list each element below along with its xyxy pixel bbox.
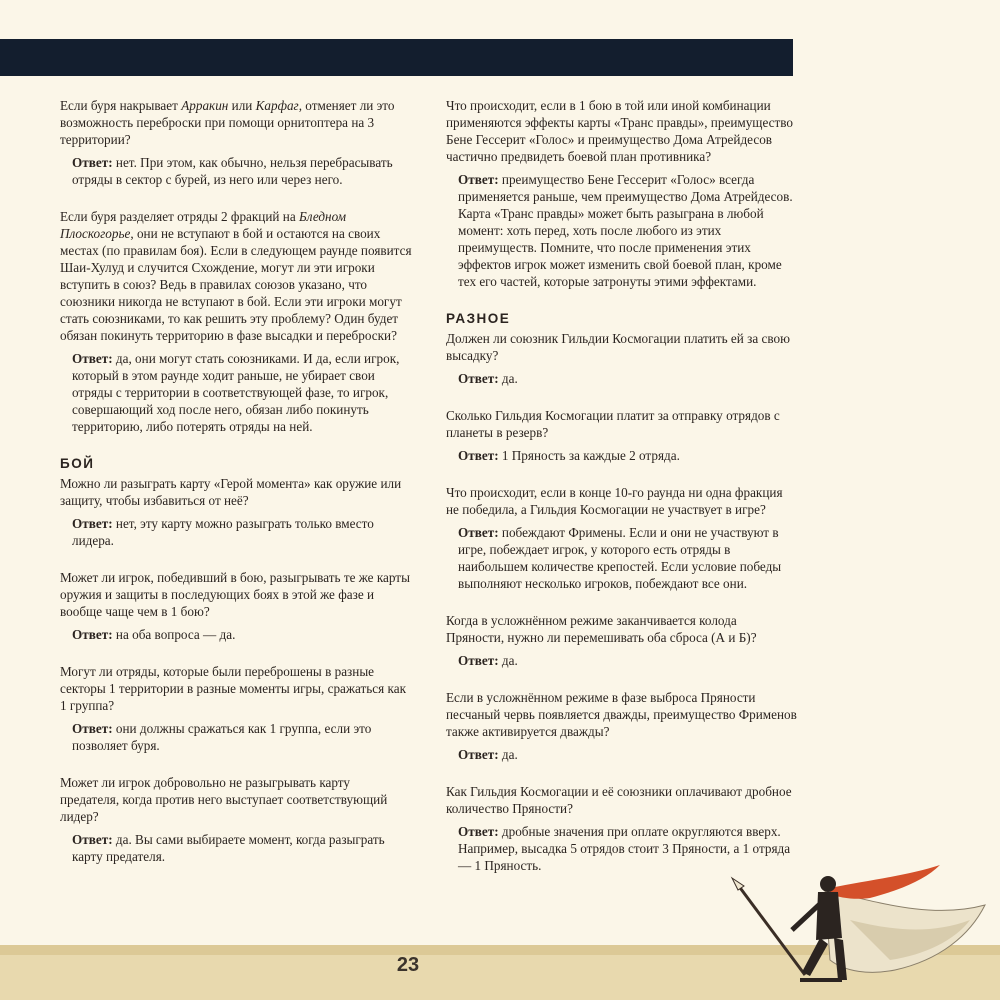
question: Может ли игрок добровольно не разыгрывать карту предателя, когда против него выступает соответствующий лидер? xyxy=(60,775,388,824)
question: Что происходит, если в 1 бою в той или иной комбинации применяются эффекты карты «Транс правды», преимущество Бене Гессерит «Голос» и преимущество Дома Атрейдесов частично предвидеть боевой план противника? xyxy=(446,98,793,164)
answer: Ответ: да. xyxy=(458,747,518,762)
faq-block xyxy=(446,484,798,592)
answer: Ответ: 1 Пряность за каждые 2 отряда. xyxy=(458,448,680,463)
answer: Ответ: да. Вы сами выбираете момент, когда разыграть карту предателя. xyxy=(72,832,385,864)
head xyxy=(820,876,836,892)
answer: Ответ: на оба вопроса — да. xyxy=(72,627,236,642)
question: Могут ли отряды, которые были переброшены в разные секторы 1 территории в разные моменты игры, сражаться как 1 группа? xyxy=(60,664,406,713)
question: Должен ли союзник Гильдии Космогации платить ей за свою высадку? xyxy=(446,331,790,363)
faq-block xyxy=(60,663,412,754)
faq-block xyxy=(446,407,798,464)
answer: Ответ: нет. При этом, как обычно, нельзя перебрасывать отряды в сектор с бурей, из него или через него. xyxy=(72,155,393,187)
question: Как Гильдия Космогации и её союзники оплачивают дробное количество Пряности? xyxy=(446,784,792,816)
question: Когда в усложнённом режиме заканчивается колода Пряности, нужно ли перемешивать оба сброса (А и Б)? xyxy=(446,613,757,645)
answer: Ответ: да. xyxy=(458,371,518,386)
faq-block xyxy=(60,97,412,188)
faq-block xyxy=(446,612,798,669)
faq-block xyxy=(60,208,412,435)
torso xyxy=(816,892,842,940)
fremen-warrior-illustration xyxy=(730,860,1000,1000)
answer: Ответ: да. xyxy=(458,653,518,668)
faq-block xyxy=(60,475,412,549)
answer: Ответ: они должны сражаться как 1 группа, если это позволяет буря. xyxy=(72,721,372,753)
faq-block xyxy=(446,330,798,387)
answer: Ответ: нет, эту карту можно разыграть только вместо лидера. xyxy=(72,516,374,548)
left-column xyxy=(60,97,412,865)
question: Если буря разделяет отряды 2 фракций на Бледном Плоскогорье, они не вступают в бой и остаются на своих местах (по правилам боя). Если в следующем раунде появится Шаи-Хулуд и случится Схождение, могут ли эти игроки вступить в союз? Ведь в правилах союзов указано, что союзники никогда не вступают в бой. Если эти игроки могут стать союзниками, то как решить эту проблему? Один будет обязан покинуть территорию в фазе высадки и переброски? xyxy=(60,209,412,343)
ground-shadow xyxy=(800,978,842,982)
section-title-combat: БОЙ xyxy=(60,456,95,471)
question: Может ли игрок, победивший в бою, разыгрывать те же карты оружия и защиты в последующих боях в этой же фазе и вообще чаще чем в 1 бою? xyxy=(60,570,410,619)
red-scarf xyxy=(830,865,940,899)
section-title-misc: РАЗНОЕ xyxy=(446,311,511,326)
leg-front xyxy=(802,938,828,976)
answer: Ответ: преимущество Бене Гессерит «Голос» всегда применяется раньше, чем преимущество Дома Атрейдесов. Карта «Транс правды» может быть разыграна в любой момент: хоть перед, хоть после любого из этих преимуществ. Помните, что после применения этих эффектов игрок может изменить свой боевой план, кроме тех его частей, которые затронуты этими эффектами. xyxy=(458,172,793,289)
faq-block xyxy=(446,97,798,290)
header-bar xyxy=(0,39,793,76)
answer: Ответ: побеждают Фримены. Если и они не участвуют в игре, побеждает игрок, у которого есть отряды в наибольшем количестве крепостей. Если условие победы выполняют несколько игроков, побеждают все они. xyxy=(458,525,782,591)
question: Если в усложнённом режиме в фазе выброса Пряности песчаный червь появляется дважды, преимущество Фрименов также активируется дважды? xyxy=(446,690,797,739)
faq-block xyxy=(446,689,798,763)
right-column xyxy=(446,97,798,874)
page-number: 23 xyxy=(396,954,420,976)
faq-block xyxy=(60,569,412,643)
question: Если буря накрывает Арракин или Карфаг, отменяет ли это возможность переброски при помощи орнитоптера на 3 территории? xyxy=(60,98,395,147)
answer: Ответ: да, они могут стать союзниками. И да, если игрок, который в этом раунде ходит раньше, не убирает свои отряды с территории в соответствующей фазе, то игрок, совершающий ход после него, обязан либо покинуть территорию, либо потерять отряды на ней. xyxy=(72,351,400,434)
question: Можно ли разыграть карту «Герой момента» как оружие или защиту, чтобы избавиться от неё? xyxy=(60,476,402,508)
question: Что происходит, если в конце 10-го раунда ни одна фракция не победила, а Гильдия Космогации не участвует в игре? xyxy=(446,485,783,517)
faq-block xyxy=(60,774,412,865)
question: Сколько Гильдия Космогации платит за отправку отрядов с планеты в резерв? xyxy=(446,408,780,440)
answer: Ответ: дробные значения при оплате округляются вверх. Например, высадка 5 отрядов стоит 3 Пряности, а 1 отряда — 1 Пряность. xyxy=(458,824,791,873)
